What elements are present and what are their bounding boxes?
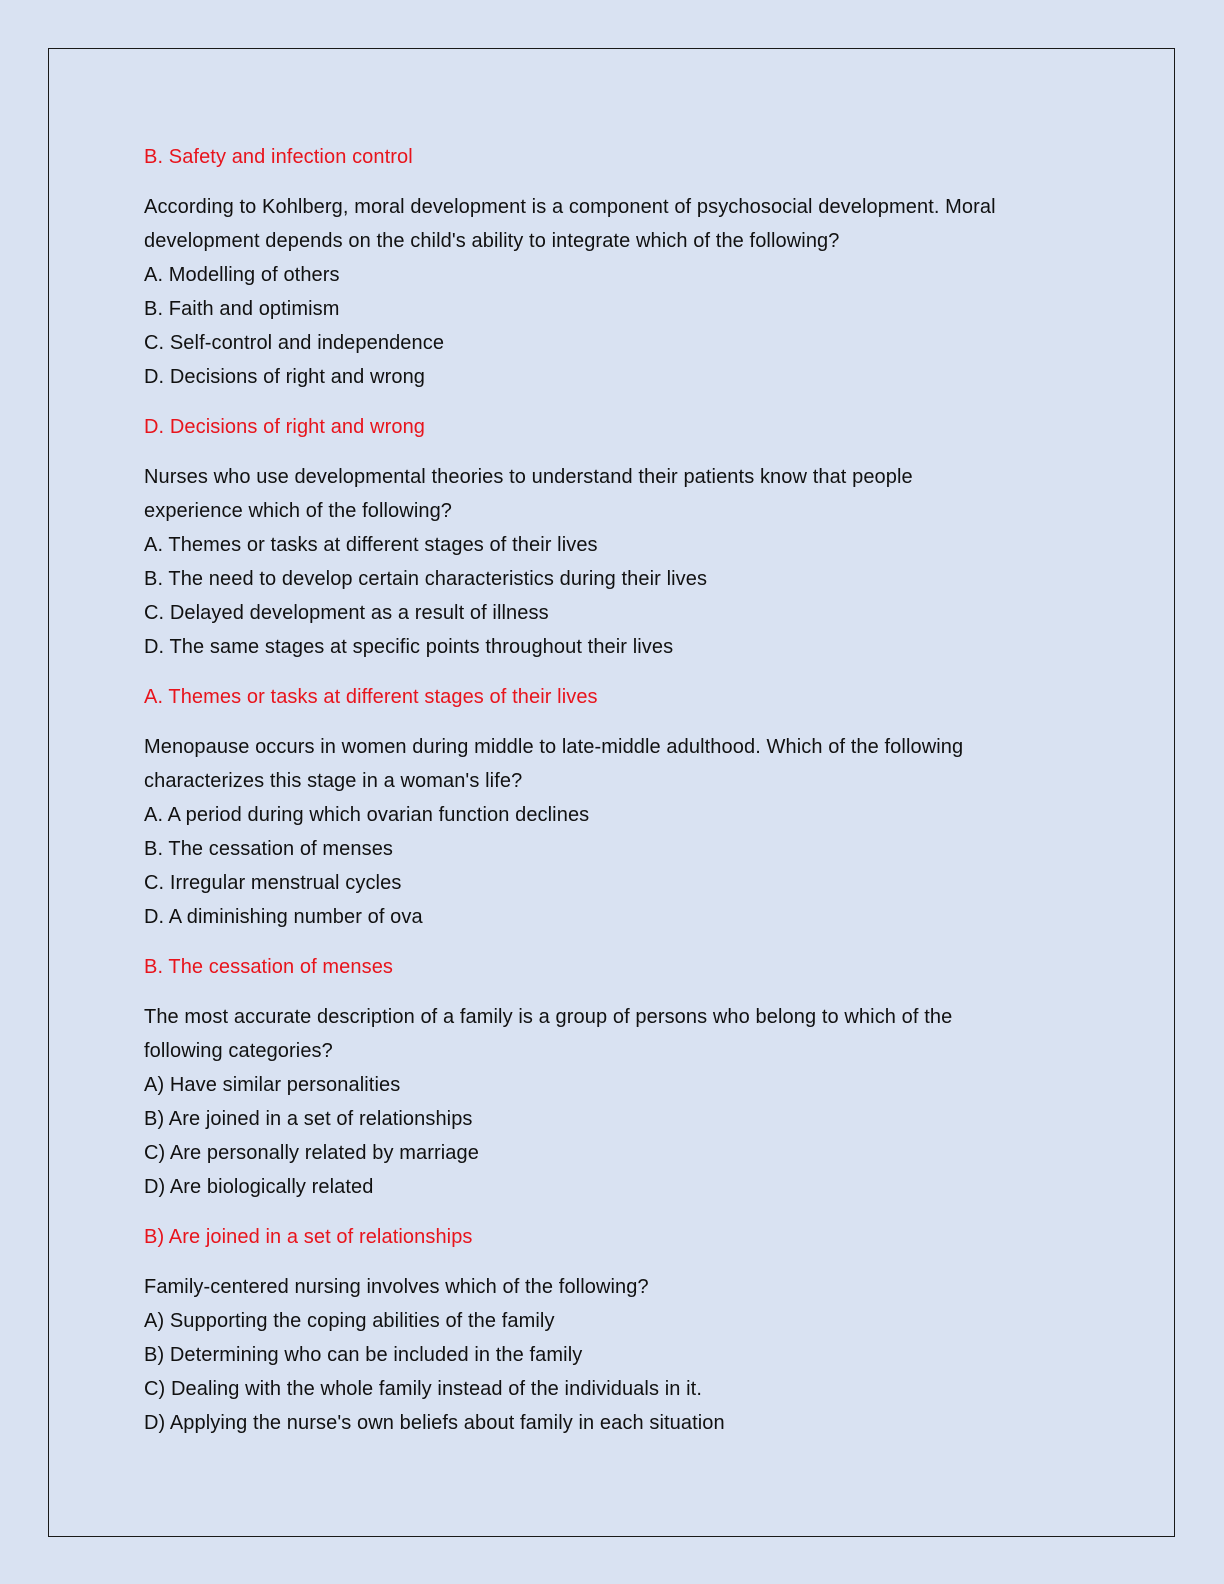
question-text	[144, 460, 1084, 528]
option-a: A. Themes or tasks at different stages of their lives	[144, 534, 598, 556]
question-line: Family-centered nursing involves which of the following?	[144, 1276, 649, 1298]
option-c: C. Self-control and independence	[144, 332, 445, 354]
question-block	[144, 190, 1084, 394]
option-d: D. A diminishing number of ova	[144, 906, 423, 928]
option-b: B) Determining who can be included in the family	[144, 1344, 583, 1366]
option-b: B. The need to develop certain characteristics during their lives	[144, 568, 708, 590]
option-c: C) Dealing with the whole family instead of the individuals in it.	[144, 1378, 702, 1400]
option-c: C) Are personally related by marriage	[144, 1142, 479, 1164]
answer-text: B. Safety and infection control	[144, 146, 413, 168]
option-b: B. The cessation of menses	[144, 838, 394, 860]
question-text	[144, 190, 1084, 258]
question-line: development depends on the child's ability to integrate which of the following?	[144, 230, 840, 252]
question-line: characterizes this stage in a woman's life?	[144, 770, 523, 792]
answer-text: A. Themes or tasks at different stages of their lives	[144, 686, 598, 708]
question-line: Nurses who use developmental theories to understand their patients know that people	[144, 466, 913, 488]
question-line: Menopause occurs in women during middle to late-middle adulthood. Which of the following	[144, 736, 964, 758]
question-block	[144, 730, 1084, 934]
answer-text: D. Decisions of right and wrong	[144, 416, 426, 438]
question-line: experience which of the following?	[144, 500, 453, 522]
document-content	[144, 140, 1084, 1456]
option-b: B) Are joined in a set of relationships	[144, 1108, 473, 1130]
question-text	[144, 1270, 1084, 1304]
question-line: The most accurate description of a family is a group of persons who belong to which of the	[144, 1006, 953, 1028]
question-text	[144, 1000, 1084, 1068]
question-line: According to Kohlberg, moral development is a component of psychosocial development. Moral	[144, 196, 996, 218]
option-a: A. Modelling of others	[144, 264, 340, 286]
question-line: following categories?	[144, 1040, 333, 1062]
option-d: D. The same stages at specific points throughout their lives	[144, 636, 674, 658]
question-block	[144, 460, 1084, 664]
question-text	[144, 730, 1084, 798]
option-b: B. Faith and optimism	[144, 298, 340, 320]
option-c: C. Irregular menstrual cycles	[144, 872, 402, 894]
option-d: D) Are biologically related	[144, 1176, 374, 1198]
option-a: A. A period during which ovarian function declines	[144, 804, 590, 826]
option-d: D) Applying the nurse's own beliefs about family in each situation	[144, 1412, 725, 1434]
option-a: A) Have similar personalities	[144, 1074, 401, 1096]
question-block	[144, 1270, 1084, 1440]
option-c: C. Delayed development as a result of illness	[144, 602, 549, 624]
answer-text: B) Are joined in a set of relationships	[144, 1226, 473, 1248]
answer-text: B. The cessation of menses	[144, 956, 394, 978]
question-block	[144, 1000, 1084, 1204]
option-d: D. Decisions of right and wrong	[144, 366, 426, 388]
option-a: A) Supporting the coping abilities of the family	[144, 1310, 555, 1332]
